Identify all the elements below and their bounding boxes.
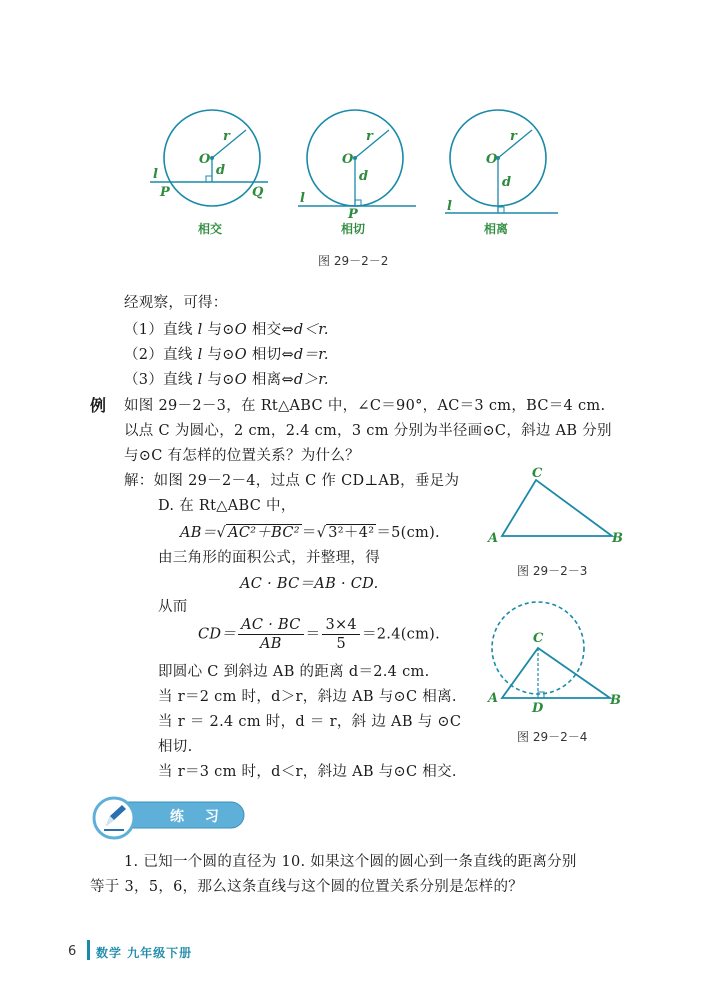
footer-divider [87, 940, 90, 960]
solution-line-4: 由三角形的面积公式，并整理，得 [158, 550, 380, 566]
solution-cd-equation: CD＝ $\frac{AC \cdot BC}{AB}$ ＝ $\frac{3\times 4}{5}$ ＝2.4(cm). [198, 617, 441, 652]
exercise-q1-line-2: 等于 3，5，6，那么这条直线与这个圆的位置关系分别是怎样的？ [90, 879, 524, 895]
label-O-3: O [486, 152, 498, 167]
label-P-2: P [348, 207, 358, 222]
solution-line-10: 当 r ＝ 2.4 cm 时，d ＝ r，斜 边 AB 与 ⊙C [158, 714, 462, 730]
example-line-1: 如图 29－2－3，在 Rt△ABC 中，∠C＝90°，AC＝3 cm，BC＝4 cm. [124, 398, 606, 414]
footer-book-title: 数学 九年级下册 [96, 946, 193, 960]
label-O-1: O [199, 152, 211, 167]
figure-caption-29-2-4: 图 29－2－4 [517, 730, 588, 744]
label-r-1: r [223, 129, 230, 144]
exercise-q1-line-1: 1. 已知一个圆的直径为 10. 如果这个圆的圆心到一条直线的距离分别 [124, 854, 577, 870]
caption-separate: 相离 [484, 222, 509, 236]
fig4-label-D: D [532, 701, 544, 716]
solution-line-6: 从而 [158, 599, 188, 615]
figure-caption-29-2-2: 图 29－2－2 [318, 254, 389, 268]
label-d-2: d [359, 169, 369, 184]
fig4-label-B: B [610, 693, 621, 708]
example-line-2: 以点 C 为圆心，2 cm，2.4 cm，3 cm 分别为半径画⊙C，斜边 AB 分别 [124, 423, 612, 439]
label-d-3: d [502, 175, 512, 190]
item-2: （2）直线 l 与⊙O 相切⇔d＝r. [124, 347, 329, 363]
solution-line-1: 解：如图 29－2－4，过点 C 作 CD⊥AB，垂足为 [124, 473, 460, 489]
solution-line-2: D. 在 Rt△ABC 中， [158, 498, 296, 514]
figure-29-2-3 [480, 464, 630, 564]
fig4-label-C: C [533, 631, 544, 646]
label-r-3: r [510, 129, 517, 144]
caption-intersect: 相交 [198, 222, 223, 236]
solution-line-8: 即圆心 C 到斜边 AB 的距离 d＝2.4 cm. [158, 664, 430, 680]
caption-tangent: 相切 [341, 222, 366, 236]
fig3-label-B: B [612, 531, 623, 546]
fig3-label-C: C [532, 466, 543, 481]
observe-text: 经观察，可得： [124, 295, 228, 311]
label-l-2: l [300, 191, 305, 206]
label-d-1: d [216, 163, 226, 178]
label-Q-1: Q [252, 185, 264, 200]
figure-29-2-4 [480, 596, 630, 722]
solution-line-9: 当 r＝2 cm 时，d＞r，斜边 AB 与⊙C 相离. [158, 689, 457, 705]
solution-line-11: 相切. [158, 739, 193, 755]
label-O-2: O [342, 152, 354, 167]
exercise-label: 练 习 [170, 809, 227, 825]
solution-line-12: 当 r＝3 cm 时，d＜r，斜边 AB 与⊙C 相交. [158, 764, 457, 780]
example-tag: 例 [90, 396, 107, 415]
figure-circle-line-relations [0, 0, 711, 270]
fig4-label-A: A [488, 691, 499, 706]
label-r-2: r [366, 129, 373, 144]
solution-line-5: AC · BC＝AB · CD. [240, 576, 379, 592]
example-line-3: 与⊙C 有怎样的位置关系？为什么？ [124, 448, 360, 464]
label-l-1: l [153, 167, 158, 182]
page-number: 6 [68, 944, 77, 959]
label-P-1: P [160, 185, 170, 200]
solution-ab-equation: AB＝√ AC²＋BC² ＝√ 3²＋4² ＝5(cm). [180, 525, 440, 541]
item-3: （3）直线 l 与⊙O 相离⇔d＞r. [124, 372, 329, 388]
item-1: （1）直线 l 与⊙O 相交⇔d＜r. [124, 322, 329, 338]
label-l-3: l [447, 199, 452, 214]
fig3-label-A: A [488, 531, 499, 546]
figure-caption-29-2-3: 图 29－2－3 [517, 564, 588, 578]
